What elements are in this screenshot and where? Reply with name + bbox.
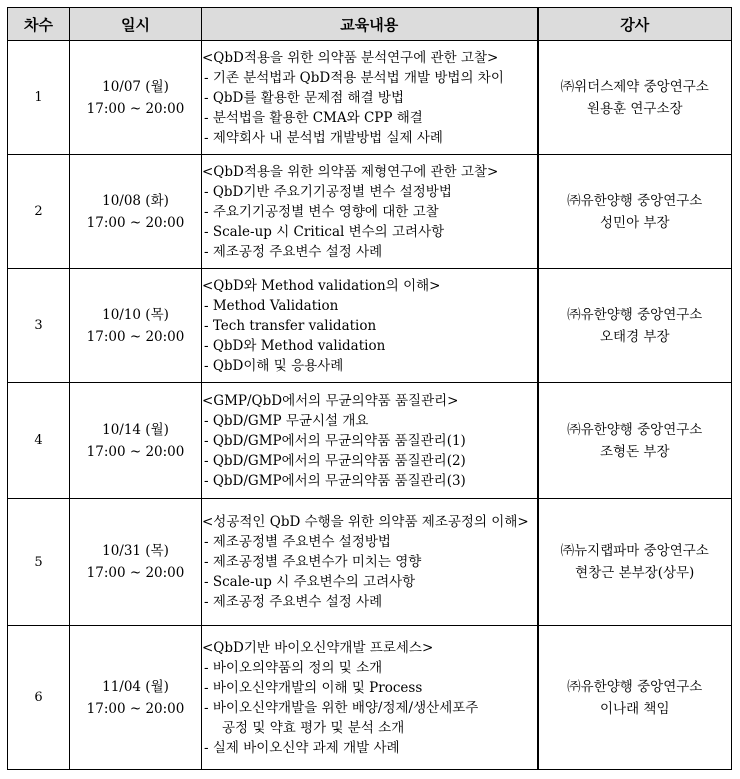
header-round: 차수: [8, 8, 70, 41]
content-cell: [202, 626, 538, 770]
date-text: 10/07 (월): [102, 78, 169, 95]
header-instructor: 강사: [538, 8, 732, 41]
round-cell: 4: [8, 383, 70, 499]
date-cell: [70, 383, 202, 499]
round-cell: 3: [8, 269, 70, 383]
header-content: 교육내용: [202, 8, 538, 41]
content-item: - QbD와 Method validation: [204, 337, 386, 354]
instructor-cell: [538, 269, 732, 383]
content-item: - 바이오신약개발을 위한 배양/정제/생산세포주: [204, 699, 479, 716]
date-cell: [70, 499, 202, 626]
date-text: 10/10 (목): [102, 306, 169, 323]
content-item: - 제조공정별 주요변수가 미치는 영향: [204, 554, 422, 570]
content-item: - 분석법을 활용한 CMA와 CPP 해결: [204, 109, 423, 126]
content-item: - Scale-up 시 주요변수의 고려사항: [204, 574, 416, 590]
instructor-cell: [538, 41, 732, 155]
table-row: [8, 383, 732, 499]
date-cell: [70, 626, 202, 770]
time-text: 17:00 ~ 20:00: [86, 100, 185, 117]
instructor-cell: [538, 499, 732, 626]
content-item: - QbD이해 및 응용사례: [204, 357, 344, 374]
content-cell: [202, 499, 538, 626]
round-cell: 1: [8, 41, 70, 155]
table-row: [8, 155, 732, 269]
content-item-continuation: 공정 및 약효 평가 및 분석 소개: [222, 719, 405, 736]
round-cell: 5: [8, 499, 70, 626]
content-item: - QbD/GMP에서의 무균의약품 품질관리(1): [204, 432, 466, 449]
instructor-name: 조형돈 부장: [600, 443, 670, 460]
date-cell: [70, 155, 202, 269]
content-title: <성공적인 QbD 수행을 위한 의약품 제조공정의 이해>: [202, 514, 529, 530]
table-row: [8, 626, 732, 770]
content-item: - QbD/GMP에서의 무균의약품 품질관리(2): [204, 452, 466, 469]
time-text: 17:00 ~ 20:00: [86, 214, 185, 231]
date-text: 11/04 (월): [102, 678, 169, 695]
schedule-table: [7, 7, 732, 770]
content-title: <QbD적용을 위한 의약품 분석연구에 관한 고찰>: [202, 49, 499, 66]
round-cell: 6: [8, 626, 70, 770]
table-row: [8, 499, 732, 626]
date-cell: [70, 41, 202, 155]
content-item: - Method Validation: [204, 297, 339, 314]
instructor-org: ㈜뉴지랩파마 중앙연구소: [560, 543, 709, 559]
content-item: - 제조공정별 주요변수 설정방법: [204, 534, 391, 550]
content-item: - 제약회사 내 분석법 개발방법 실제 사례: [204, 129, 443, 146]
date-text: 10/31 (목): [102, 543, 169, 559]
content-cell: [202, 41, 538, 155]
header-row: [8, 8, 732, 41]
instructor-cell: [538, 383, 732, 499]
instructor-name: 원용훈 연구소장: [586, 100, 683, 117]
instructor-org: ㈜위더스제약 중앙연구소: [560, 78, 709, 95]
date-cell: [70, 269, 202, 383]
instructor-name: 현창근 본부장(상무): [575, 565, 695, 581]
round-cell: 2: [8, 155, 70, 269]
instructor-org: ㈜유한양행 중앙연구소: [567, 421, 703, 438]
content-cell: [202, 269, 538, 383]
content-item: - 바이오의약품의 정의 및 소개: [204, 659, 383, 676]
content-title: <QbD와 Method validation의 이해>: [202, 277, 441, 294]
content-item: - 제조공정 주요변수 설정 사례: [204, 594, 383, 610]
instructor-cell: [538, 626, 732, 770]
content-item: - QbD기반 주요기기공정별 변수 설정방법: [204, 183, 452, 200]
content-item: - QbD를 활용한 문제점 해결 방법: [204, 89, 405, 106]
content-item: - 기존 분석법과 QbD적용 분석법 개발 방법의 차이: [204, 69, 504, 86]
time-text: 17:00 ~ 20:00: [86, 328, 185, 345]
content-item: - 바이오신약개발의 이해 및 Process: [204, 679, 423, 696]
time-text: 17:00 ~ 20:00: [86, 565, 185, 581]
content-item: - 실제 바이오신약 과제 개발 사례: [204, 739, 400, 756]
instructor-cell: [538, 155, 732, 269]
table-row: [8, 269, 732, 383]
instructor-org: ㈜유한양행 중앙연구소: [567, 306, 703, 323]
time-text: 17:00 ~ 20:00: [86, 443, 185, 460]
content-item: - 제조공정 주요변수 설정 사례: [204, 243, 383, 260]
content-item: - QbD/GMP 무균시설 개요: [204, 412, 369, 429]
instructor-name: 성민아 부장: [600, 214, 670, 231]
date-text: 10/14 (월): [102, 421, 169, 438]
content-cell: [202, 383, 538, 499]
content-item: - Scale-up 시 Critical 변수의 고려사항: [204, 223, 445, 240]
instructor-org: ㈜유한양행 중앙연구소: [567, 678, 703, 695]
table-row: [8, 41, 732, 155]
content-cell: [202, 155, 538, 269]
time-text: 17:00 ~ 20:00: [86, 700, 185, 717]
instructor-name: 오태경 부장: [600, 328, 670, 345]
content-title: <QbD적용을 위한 의약품 제형연구에 관한 고찰>: [202, 163, 499, 180]
content-item: - QbD/GMP에서의 무균의약품 품질관리(3): [204, 472, 466, 489]
content-item: - 주요기기공정별 변수 영향에 대한 고찰: [204, 203, 439, 220]
instructor-name: 이나래 책임: [600, 700, 670, 717]
content-title: <GMP/QbD에서의 무균의약품 품질관리>: [202, 392, 459, 409]
instructor-org: ㈜유한양행 중앙연구소: [567, 192, 703, 209]
date-text: 10/08 (화): [102, 192, 169, 209]
header-date: 일시: [70, 8, 202, 41]
content-item: - Tech transfer validation: [204, 317, 377, 334]
content-title: <QbD기반 바이오신약개발 프로세스>: [202, 639, 434, 656]
